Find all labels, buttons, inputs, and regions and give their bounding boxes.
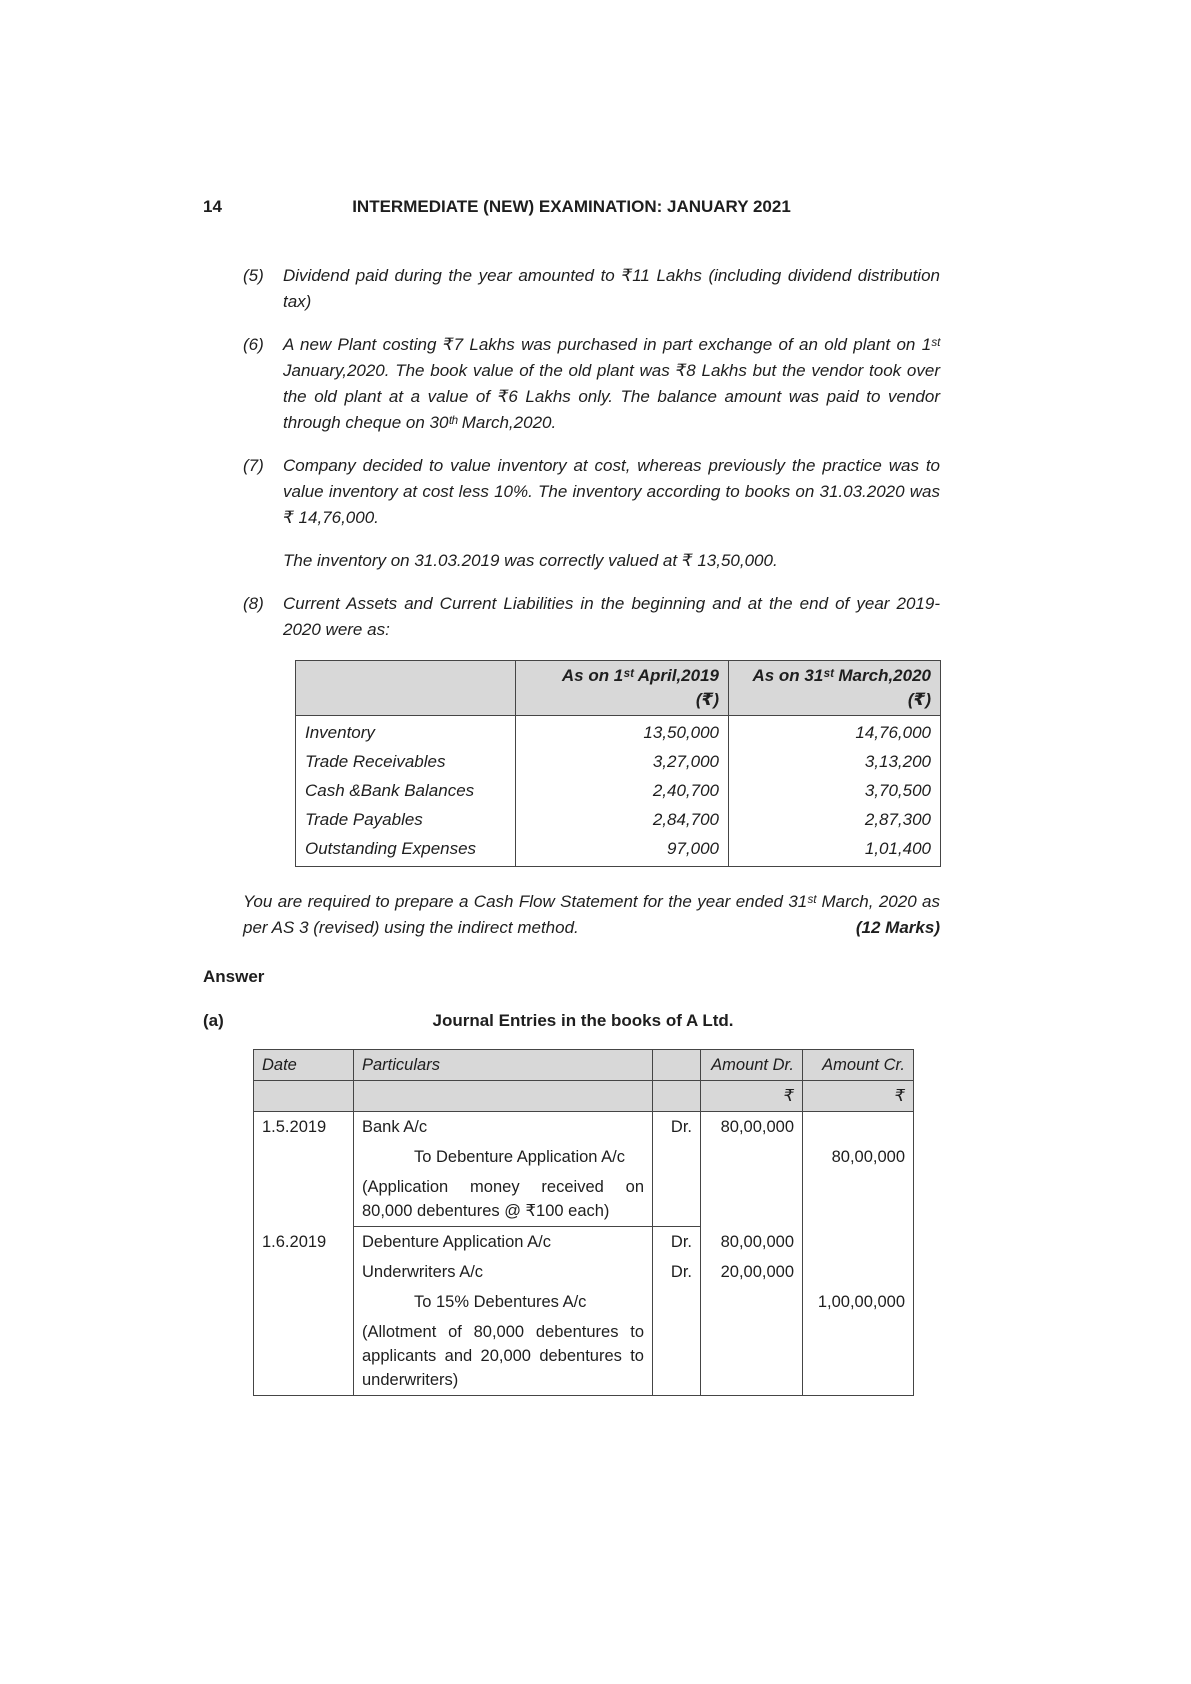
amount-dr: 80,00,000 <box>701 1227 803 1258</box>
item-text: Dividend paid during the year amounted to ₹11 Lakhs (including dividend distribution tax) <box>283 266 940 311</box>
column-header-march-2020 <box>729 661 941 716</box>
table-row <box>296 834 941 867</box>
amount-dr <box>701 1142 803 1172</box>
value-2019: 3,27,000 <box>516 747 729 776</box>
item-text: A new Plant costing ₹7 Lakhs was purchased in part exchange of an old plant on 1ˢᵗ January,2020. The book value of the old plant was ₹8 Lakhs but the vendor took over the old plant at a value of ₹6 Lakhs only. The balance amount was paid to vendor through cheque on 30ᵗʰ March,2020. <box>283 335 940 432</box>
item-number: (5) <box>243 266 264 285</box>
column-header-april-2019 <box>516 661 729 716</box>
journal-entries-table <box>253 1049 914 1396</box>
amount-dr: 20,00,000 <box>701 1257 803 1287</box>
current-assets-liabilities-table <box>295 660 941 867</box>
row-label: Outstanding Expenses <box>296 834 516 867</box>
item-text: The inventory on 31.03.2019 was correctly valued at ₹ 13,50,000. <box>283 551 778 570</box>
currency-label: (₹) <box>695 690 719 709</box>
currency-symbol: ₹ <box>701 1081 803 1112</box>
journal-date: 1.5.2019 <box>254 1112 354 1227</box>
part-label: (a) <box>203 1011 224 1030</box>
value-2019: 2,84,700 <box>516 805 729 834</box>
journal-particulars: Bank A/c <box>354 1112 653 1143</box>
journal-currency-row <box>254 1081 914 1112</box>
amount-dr <box>701 1172 803 1227</box>
list-item-8 <box>243 591 940 643</box>
currency-label: (₹) <box>907 690 931 709</box>
item-number: (7) <box>243 456 264 475</box>
empty-header-cell <box>296 661 516 716</box>
item-text: Current Assets and Current Liabilities in the beginning and at the end of year 2019-2020 were as: <box>283 594 940 639</box>
item-body <box>283 263 940 315</box>
page-number: 14 <box>203 197 222 216</box>
row-label: Cash &Bank Balances <box>296 776 516 805</box>
journal-header-particulars: Particulars <box>354 1050 653 1081</box>
amount-cr <box>803 1227 914 1258</box>
list-item-7 <box>243 453 940 574</box>
value-2019: 2,40,700 <box>516 776 729 805</box>
column-header-label: As on 31ˢᵗ March,2020 <box>752 666 931 685</box>
table-row <box>296 776 941 805</box>
journal-header-row <box>254 1050 914 1081</box>
journal-particulars: To 15% Debentures A/c <box>354 1287 653 1317</box>
empty-header-cell <box>354 1081 653 1112</box>
table-row <box>296 805 941 834</box>
column-header-label: As on 1ˢᵗ April,2019 <box>561 666 719 685</box>
document-title: INTERMEDIATE (NEW) EXAMINATION: JANUARY 2021 <box>352 197 791 216</box>
value-2019: 13,50,000 <box>516 716 729 748</box>
page-header <box>203 197 940 217</box>
amount-dr <box>701 1287 803 1317</box>
table-header-row <box>296 661 941 716</box>
row-label: Trade Payables <box>296 805 516 834</box>
item-body <box>283 453 940 574</box>
journal-header-amount-cr: Amount Cr. <box>803 1050 914 1081</box>
journal-narration: (Application money received on 80,000 debentures @ ₹100 each) <box>354 1172 653 1227</box>
requirement-text: You are required to prepare a Cash Flow Statement for the year ended 31ˢᵗ March, 2020 as per AS 3 (revised) using the indirect method. <box>243 892 940 937</box>
value-2020: 2,87,300 <box>729 805 941 834</box>
answer-part-heading <box>203 1011 940 1031</box>
amount-cr: 80,00,000 <box>803 1142 914 1172</box>
journal-particulars: To Debenture Application A/c <box>354 1142 653 1172</box>
value-2020: 3,70,500 <box>729 776 941 805</box>
item-body <box>283 332 940 436</box>
dr-label: Dr. <box>653 1257 701 1287</box>
empty-header-cell <box>254 1081 354 1112</box>
item-body <box>283 591 940 643</box>
item-number: (8) <box>243 594 264 613</box>
journal-particulars: Underwriters A/c <box>354 1257 653 1287</box>
conditions-list <box>243 263 940 643</box>
amount-cr: 1,00,00,000 <box>803 1287 914 1317</box>
journal-title: Journal Entries in the books of A Ltd. <box>432 1011 734 1030</box>
list-item-5 <box>243 263 940 315</box>
journal-header-amount-dr: Amount Dr. <box>701 1050 803 1081</box>
amount-dr <box>701 1317 803 1396</box>
list-item-6 <box>243 332 940 436</box>
empty-header-cell <box>653 1081 701 1112</box>
requirement-paragraph <box>243 889 940 941</box>
journal-date: 1.6.2019 <box>254 1227 354 1396</box>
journal-header-date: Date <box>254 1050 354 1081</box>
journal-particulars: Debenture Application A/c <box>354 1227 653 1258</box>
dr-label: Dr. <box>653 1227 701 1258</box>
table-row <box>296 747 941 776</box>
dr-label <box>653 1172 701 1227</box>
answer-heading: Answer <box>203 967 265 986</box>
currency-symbol: ₹ <box>803 1081 914 1112</box>
dr-label <box>653 1142 701 1172</box>
item-text: Company decided to value inventory at cost, whereas previously the practice was to value inventory at cost less 10%. The inventory according to books on 31.03.2020 was ₹ 14,76,000. <box>283 456 940 527</box>
dr-label: Dr. <box>653 1112 701 1143</box>
row-label: Inventory <box>296 716 516 748</box>
item-number: (6) <box>243 335 264 354</box>
value-2020: 14,76,000 <box>729 716 941 748</box>
journal-line <box>254 1112 914 1143</box>
amount-cr <box>803 1172 914 1227</box>
journal-header-drcr <box>653 1050 701 1081</box>
dr-label <box>653 1287 701 1317</box>
value-2020: 1,01,400 <box>729 834 941 867</box>
marks-label: (12 Marks) <box>855 918 940 937</box>
amount-cr <box>803 1317 914 1396</box>
amount-dr: 80,00,000 <box>701 1112 803 1143</box>
journal-narration: (Allotment of 80,000 debentures to applicants and 20,000 debentures to underwriters) <box>354 1317 653 1396</box>
value-2019: 97,000 <box>516 834 729 867</box>
amount-cr <box>803 1257 914 1287</box>
value-2020: 3,13,200 <box>729 747 941 776</box>
amount-cr <box>803 1112 914 1143</box>
row-label: Trade Receivables <box>296 747 516 776</box>
journal-line <box>254 1227 914 1258</box>
table-row <box>296 716 941 748</box>
dr-label <box>653 1317 701 1396</box>
